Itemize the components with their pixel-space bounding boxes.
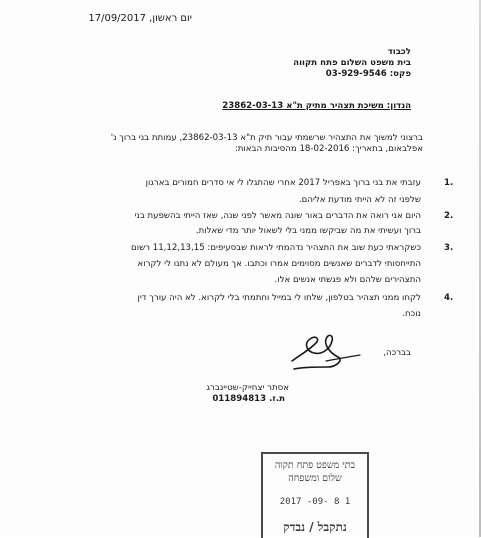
item-number: 1.	[444, 178, 454, 188]
handwritten-signature	[286, 331, 366, 375]
stamp-court: בתי משפט פתח תקוה	[274, 460, 356, 471]
intro-line: ברצוני למשוך את התצהיר שרשמתי עבור תיק ת"א 23862-03-13, עמותת בני ברוך נ'	[110, 133, 423, 143]
to-label: לכבוד	[387, 47, 411, 57]
item-number: 4.	[444, 293, 454, 303]
subject-line: הנדון: משיכת תצהיר מתיק ת"א 23862-03-13	[222, 101, 411, 111]
closing: בברכה,	[383, 348, 411, 358]
item-line: היום אני רואה את הדברים באור שונה מאשר לפני שנה, שאז הייתי בהשפעת בני	[134, 211, 421, 221]
item-line: ברוך ועשיתי את מה שביקשו ממני בלי לשאול יותר מדי שאלות.	[195, 226, 421, 236]
letter-date: יום ראשון, 17/09/2017	[88, 13, 192, 24]
fax-number: פקס: 03-929-9546	[325, 69, 411, 79]
intro-line: אפלבאום, בתאריך: 18-02-2016 מהסיבות הבאות:	[234, 144, 423, 154]
item-line: כשקראתי כעת שוב את התצהיר נדהמתי לראות שבסעיפים: 11,12,13,15 רשום	[131, 243, 421, 253]
item-line: עזבתי את בני ברוך באפריל 2017 אחרי שהתגלו לי אי סדרים חמורים בארגון	[145, 178, 421, 188]
court-name: בית משפט השלום פתח תקווה	[293, 58, 411, 68]
item-line: לקחו ממני תצהיר בטלפון, שלחו לי במייל וחתמתי בלי לקרוא. לא היה עורך דין	[137, 293, 421, 303]
item-line: התייחסותי לדברים שאנשים מסוימים אמרו וכתבו. אך מעולם לא נתנו לי לקרוא	[137, 259, 421, 269]
signer-name: אסתר יצחייק-שטיינברג	[206, 383, 289, 393]
stamp-date: 1 8 -09- 2017	[279, 497, 351, 507]
item-line: נוכח.	[402, 309, 421, 319]
signer-id: ת.ז. 011894813	[212, 394, 285, 404]
item-number: 3.	[444, 243, 454, 253]
court-received-stamp	[261, 452, 369, 538]
stamp-division: שלום ומשפחה	[288, 473, 342, 484]
item-number: 2.	[444, 211, 454, 221]
stamp-label: נתקבל / נבדק	[283, 520, 347, 534]
item-line: התצהירים שלהם ולא פגשתי אנשים אלו.	[274, 275, 421, 285]
item-line: שלפני זה לא הייתי מודעת אליהם.	[298, 195, 421, 205]
